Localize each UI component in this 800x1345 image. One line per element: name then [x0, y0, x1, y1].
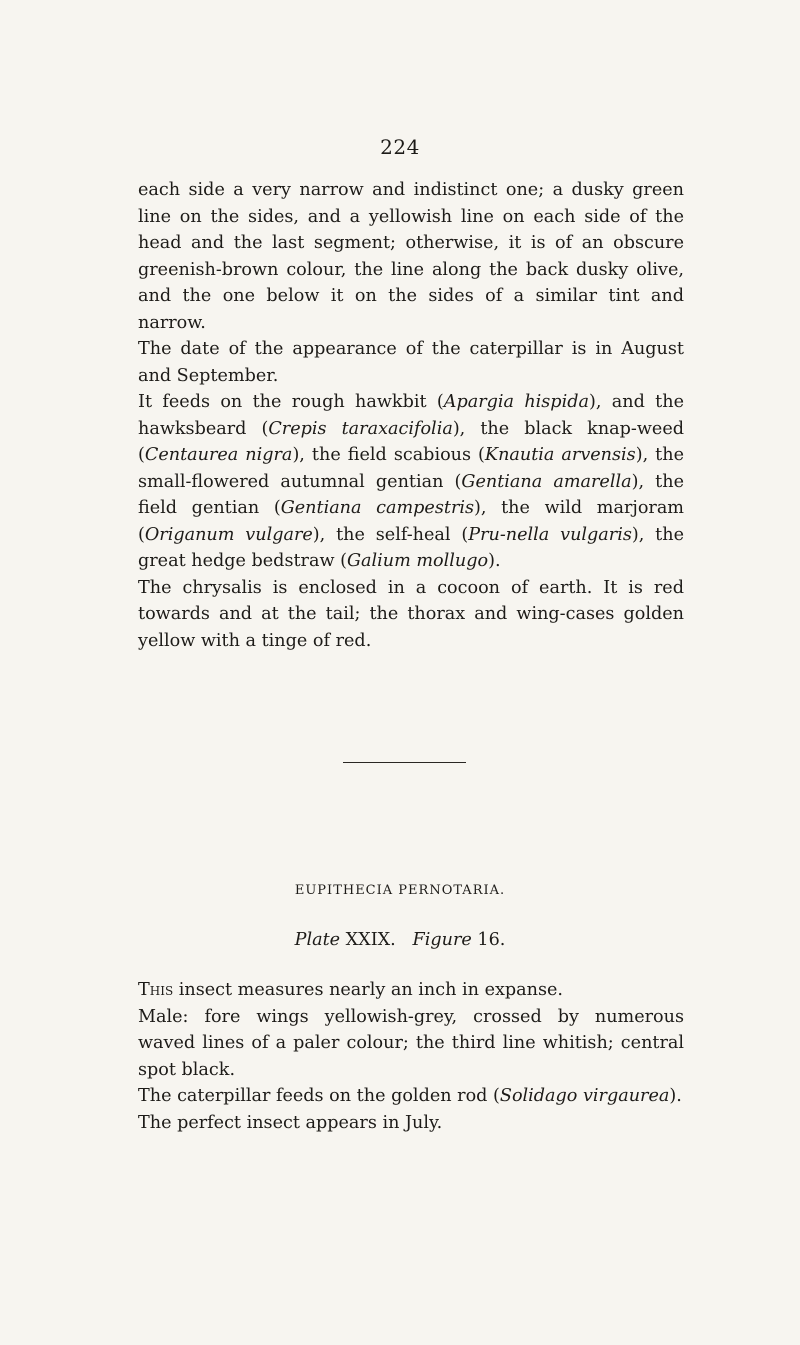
latin-name: Galium mollugo: [346, 551, 489, 571]
figure-word: Figure: [412, 930, 472, 950]
latin-name: Knautia arvensis: [484, 445, 636, 465]
latin-name: Gentiana amarella: [461, 471, 632, 492]
paragraph: [138, 1083, 684, 1110]
plate-reference: [0, 930, 800, 950]
text-run: ).: [669, 1086, 682, 1106]
text-run: ).: [488, 551, 501, 571]
text-run: ), the small-flowered autumnal gentian (: [138, 445, 684, 492]
text-run: ), the wild marjoram (: [138, 498, 684, 545]
text-run: ), the field scabious (: [292, 445, 485, 465]
text-run: The caterpillar feeds on the golden rod (: [138, 1086, 500, 1106]
latin-name: Gentiana campestris: [280, 498, 475, 518]
paragraph: [138, 1110, 684, 1137]
text-run: Male: fore wings yellowish-grey, crossed by numerous waved lines of a paler colour; the third line whitish; central spot black.: [138, 1006, 684, 1080]
text-run: This: [138, 980, 174, 1000]
text-run: The date of the appearance of the caterpillar is in August and September.: [138, 339, 684, 386]
text-run: ), the black knap-weed (: [138, 418, 684, 465]
plate-word: Plate: [294, 930, 341, 950]
top-text-block: [138, 177, 684, 654]
text-run: insect measures nearly an inch in expanse.: [173, 980, 564, 1000]
paragraph: [138, 1004, 684, 1084]
bottom-text-block: [138, 977, 684, 1136]
latin-name: Origanum vulgare: [144, 524, 313, 545]
latin-name: Solidago virgaurea: [499, 1086, 670, 1106]
figure-number: 16.: [477, 930, 506, 950]
text-run: ), and the hawksbeard (: [138, 392, 684, 439]
latin-name: Apargia hispida: [443, 392, 589, 412]
paragraph: [138, 575, 684, 655]
text-run: The chrysalis is enclosed in a cocoon of earth. It is red towards and at the tail; the thorax and wing-cases golden yellow with a tinge of red.: [138, 577, 684, 651]
text-run: ), the field gentian (: [138, 471, 684, 518]
text-run: The perfect insect appears in July.: [138, 1112, 443, 1133]
species-title: EUPITHECIA PERNOTARIA.: [294, 883, 506, 898]
plate-number: XXIX.: [345, 930, 396, 950]
paragraph: [138, 977, 684, 1004]
latin-name: Centaurea nigra: [144, 445, 293, 465]
text-run: It feeds on the rough hawkbit (: [138, 392, 444, 412]
text-run: ), the self-heal (: [312, 524, 469, 545]
paragraph: [138, 389, 684, 575]
paragraph: [138, 336, 684, 389]
page-number: 224: [380, 135, 420, 159]
latin-name: Pru-nella vulgaris: [468, 524, 632, 545]
latin-name: Crepis taraxacifolia: [268, 418, 453, 439]
text-run: each side a very narrow and indistinct one; a dusky green line on the sides, and a yellowish line on each side of the head and the last segment; otherwise, it is of an obscure greenish-brown colour, the line along the back dusky olive, and the one below it on the sides of a similar tint and narrow.: [138, 180, 684, 333]
section-divider: [343, 762, 466, 763]
paragraph: [138, 177, 684, 336]
text-run: ), the great hedge bedstraw (: [138, 524, 684, 571]
